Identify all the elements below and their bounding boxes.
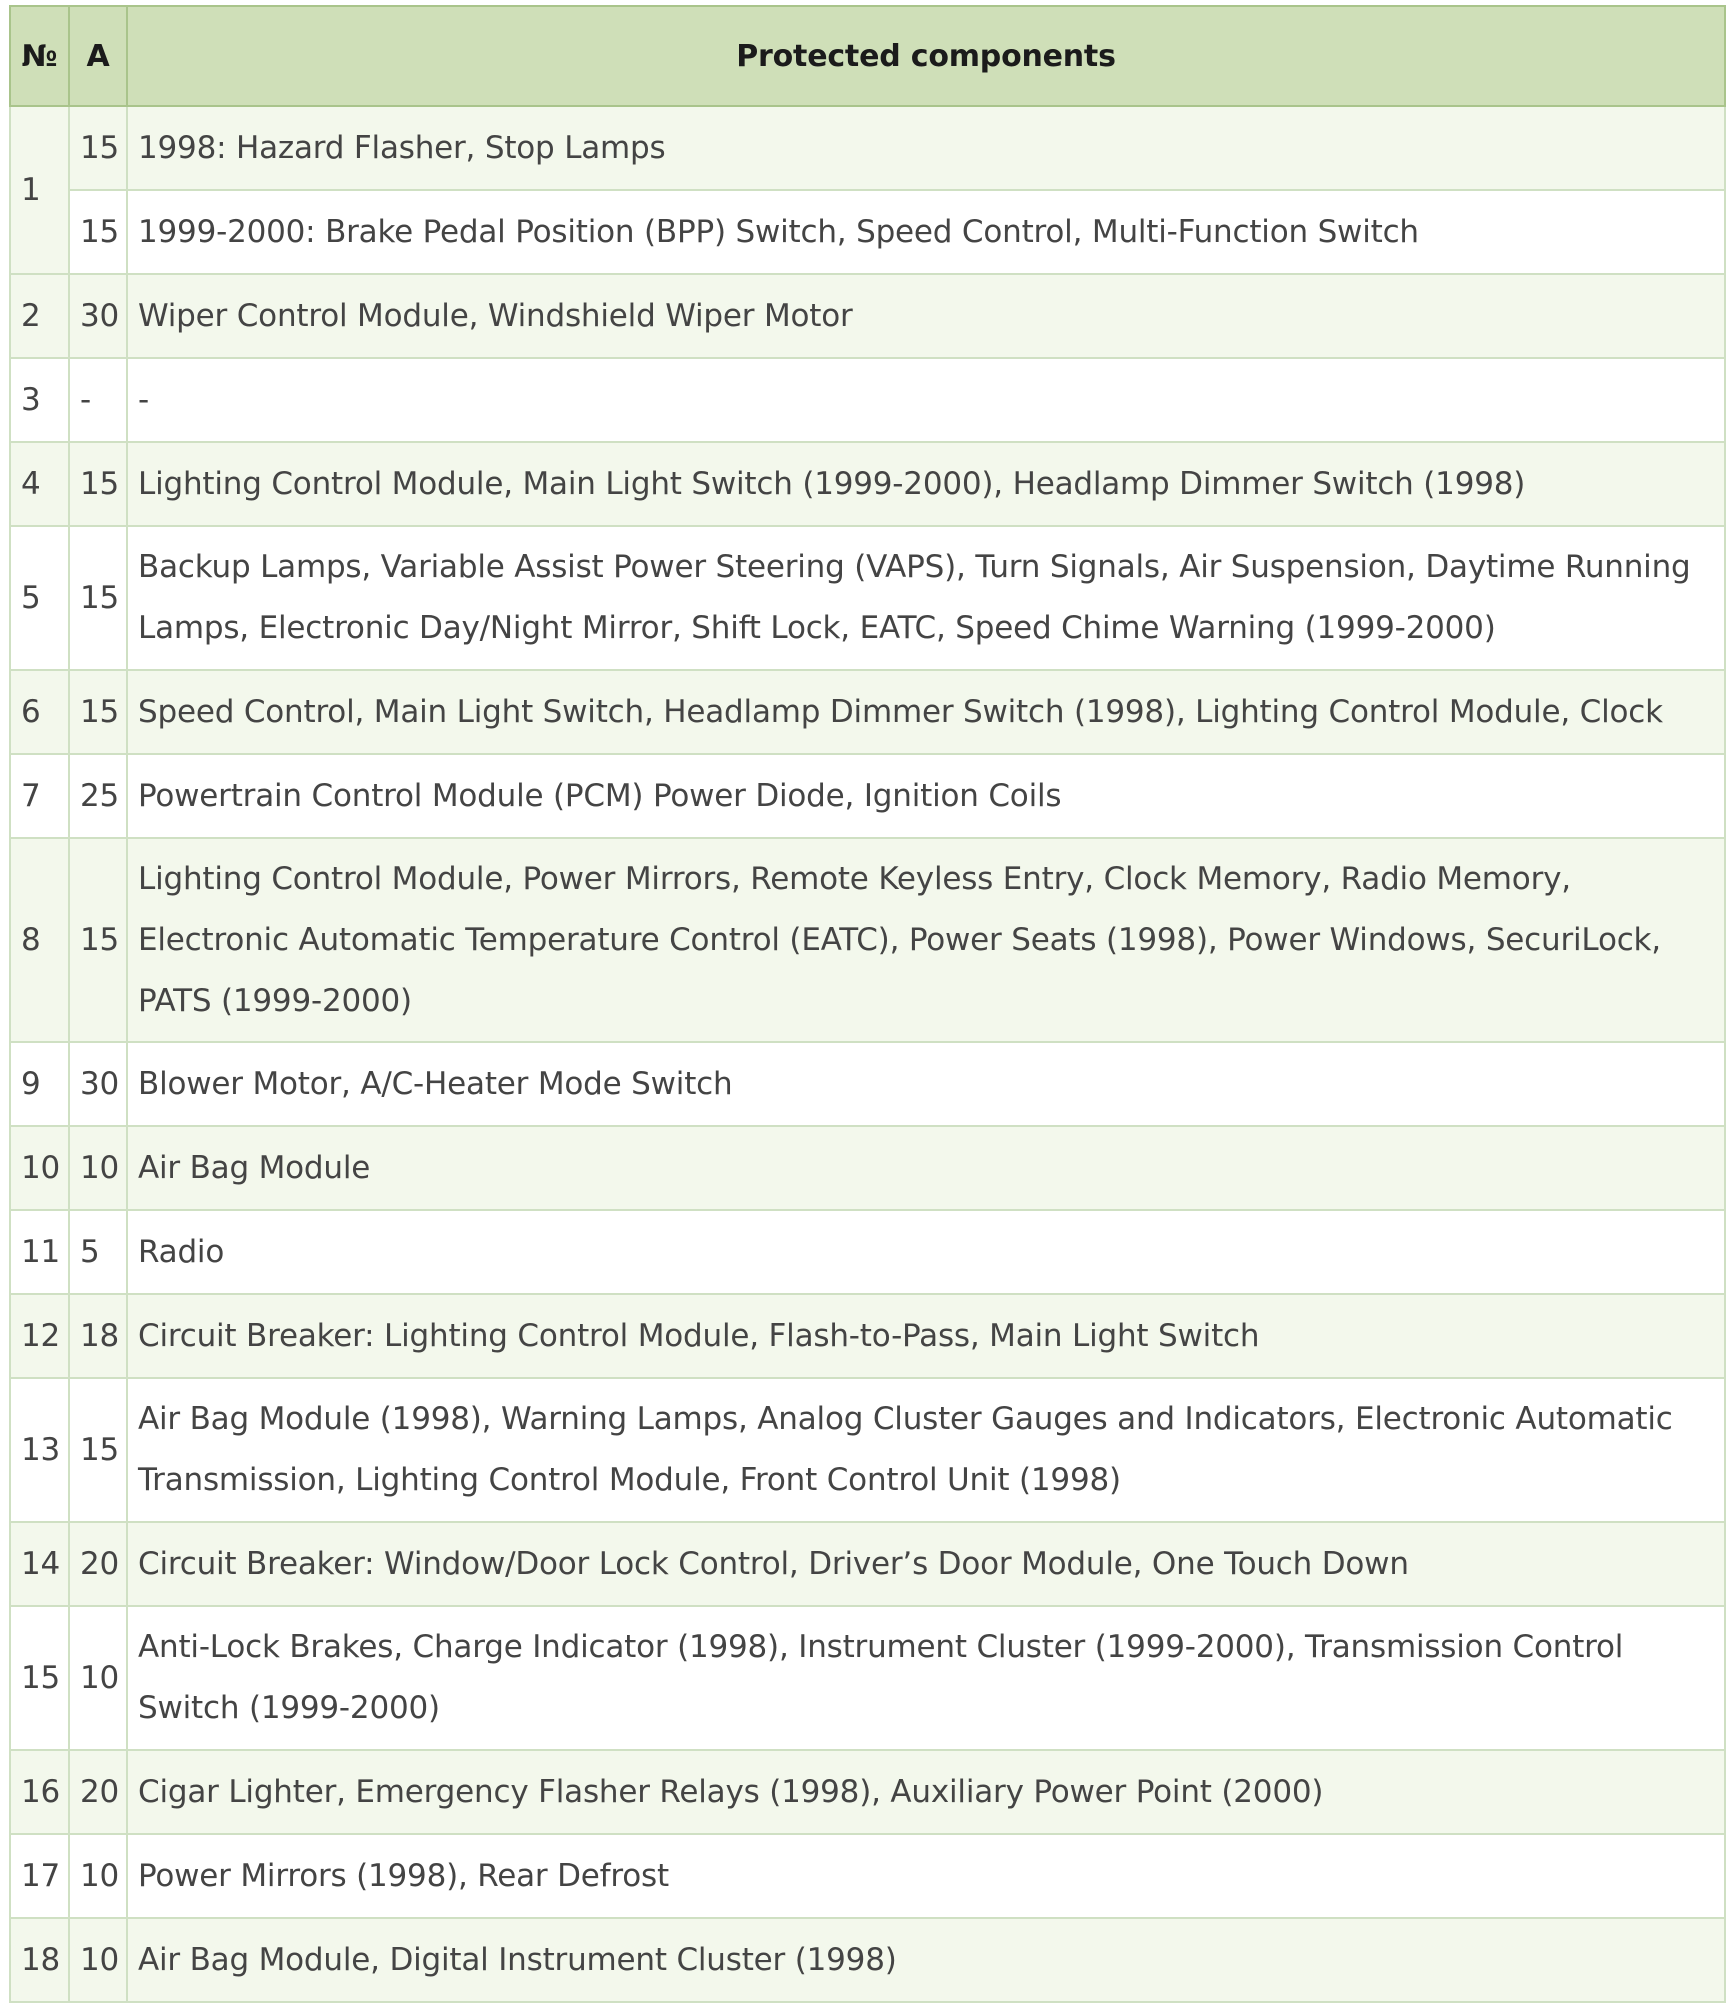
cell-number: 12 bbox=[10, 1294, 69, 1378]
cell-components: Radio bbox=[127, 1210, 1725, 1294]
table-row bbox=[10, 442, 1725, 526]
table-row bbox=[10, 1918, 1725, 2002]
cell-amperage: 10 bbox=[69, 1606, 127, 1750]
cell-amperage: 25 bbox=[69, 754, 127, 838]
cell-components: Cigar Lighter, Emergency Flasher Relays (1998), Auxiliary Power Point (2000) bbox=[127, 1750, 1725, 1834]
header-number: № bbox=[10, 6, 69, 106]
cell-number: 17 bbox=[10, 1834, 69, 1918]
cell-components: 1998: Hazard Flasher, Stop Lamps bbox=[127, 106, 1725, 190]
fuse-table-container bbox=[9, 5, 1726, 2003]
cell-number: 10 bbox=[10, 1126, 69, 1210]
cell-components: Powertrain Control Module (PCM) Power Diode, Ignition Coils bbox=[127, 754, 1725, 838]
cell-number: 3 bbox=[10, 358, 69, 442]
table-row bbox=[10, 670, 1725, 754]
cell-number: 6 bbox=[10, 670, 69, 754]
cell-components: Air Bag Module, Digital Instrument Cluster (1998) bbox=[127, 1918, 1725, 2002]
cell-components: Wiper Control Module, Windshield Wiper Motor bbox=[127, 274, 1725, 358]
table-row bbox=[10, 1522, 1725, 1606]
table-row bbox=[10, 1126, 1725, 1210]
cell-number: 9 bbox=[10, 1042, 69, 1126]
cell-amperage: 15 bbox=[69, 442, 127, 526]
cell-amperage: - bbox=[69, 358, 127, 442]
table-row bbox=[10, 190, 1725, 274]
cell-number: 16 bbox=[10, 1750, 69, 1834]
table-row bbox=[10, 1834, 1725, 1918]
table-row bbox=[10, 106, 1725, 190]
cell-number: 13 bbox=[10, 1378, 69, 1522]
table-row bbox=[10, 1750, 1725, 1834]
cell-components: Anti-Lock Brakes, Charge Indicator (1998), Instrument Cluster (1999-2000), Transmission Control Switch (1999-2000) bbox=[127, 1606, 1725, 1750]
table-row bbox=[10, 1042, 1725, 1126]
cell-components: Speed Control, Main Light Switch, Headlamp Dimmer Switch (1998), Lighting Control Module, Clock bbox=[127, 670, 1725, 754]
cell-amperage: 10 bbox=[69, 1834, 127, 1918]
cell-amperage: 15 bbox=[69, 526, 127, 670]
cell-components: Circuit Breaker: Lighting Control Module, Flash-to-Pass, Main Light Switch bbox=[127, 1294, 1725, 1378]
cell-components: Power Mirrors (1998), Rear Defrost bbox=[127, 1834, 1725, 1918]
cell-amperage: 15 bbox=[69, 1378, 127, 1522]
cell-components: Air Bag Module bbox=[127, 1126, 1725, 1210]
cell-amperage: 15 bbox=[69, 670, 127, 754]
table-header-row bbox=[10, 6, 1725, 106]
cell-components: Circuit Breaker: Window/Door Lock Control, Driver’s Door Module, One Touch Down bbox=[127, 1522, 1725, 1606]
cell-number: 7 bbox=[10, 754, 69, 838]
cell-components: Blower Motor, A/C-Heater Mode Switch bbox=[127, 1042, 1725, 1126]
cell-components: Lighting Control Module, Main Light Switch (1999-2000), Headlamp Dimmer Switch (1998) bbox=[127, 442, 1725, 526]
cell-amperage: 15 bbox=[69, 190, 127, 274]
table-row bbox=[10, 754, 1725, 838]
cell-amperage: 5 bbox=[69, 1210, 127, 1294]
table-row bbox=[10, 838, 1725, 1042]
cell-number: 15 bbox=[10, 1606, 69, 1750]
table-row bbox=[10, 1606, 1725, 1750]
cell-amperage: 30 bbox=[69, 1042, 127, 1126]
cell-amperage: 10 bbox=[69, 1126, 127, 1210]
cell-components: Lighting Control Module, Power Mirrors, Remote Keyless Entry, Clock Memory, Radio Memory, Electronic Automatic Temperature Control (EATC), Power Seats (1998), Power Windows, SecuriLock, PATS (1999-2000) bbox=[127, 838, 1725, 1042]
table-row bbox=[10, 274, 1725, 358]
cell-amperage: 20 bbox=[69, 1522, 127, 1606]
table-row bbox=[10, 526, 1725, 670]
cell-components: Air Bag Module (1998), Warning Lamps, Analog Cluster Gauges and Indicators, Electronic Automatic Transmission, Lighting Control Module, Front Control Unit (1998) bbox=[127, 1378, 1725, 1522]
cell-number: 1 bbox=[10, 106, 69, 274]
cell-number: 18 bbox=[10, 1918, 69, 2002]
table-row bbox=[10, 358, 1725, 442]
cell-number: 14 bbox=[10, 1522, 69, 1606]
cell-number: 2 bbox=[10, 274, 69, 358]
cell-number: 8 bbox=[10, 838, 69, 1042]
table-row bbox=[10, 1294, 1725, 1378]
cell-number: 5 bbox=[10, 526, 69, 670]
cell-amperage: 18 bbox=[69, 1294, 127, 1378]
table-row bbox=[10, 1210, 1725, 1294]
header-protected-components: Protected components bbox=[127, 6, 1725, 106]
cell-number: 4 bbox=[10, 442, 69, 526]
cell-amperage: 15 bbox=[69, 838, 127, 1042]
cell-number: 11 bbox=[10, 1210, 69, 1294]
cell-components: - bbox=[127, 358, 1725, 442]
header-amperage: A bbox=[69, 6, 127, 106]
table-row bbox=[10, 1378, 1725, 1522]
cell-components: Backup Lamps, Variable Assist Power Steering (VAPS), Turn Signals, Air Suspension, Daytime Running Lamps, Electronic Day/Night Mirror, Shift Lock, EATC, Speed Chime Warning (1999-2000) bbox=[127, 526, 1725, 670]
cell-components: 1999-2000: Brake Pedal Position (BPP) Switch, Speed Control, Multi-Function Switch bbox=[127, 190, 1725, 274]
cell-amperage: 10 bbox=[69, 1918, 127, 2002]
cell-amperage: 20 bbox=[69, 1750, 127, 1834]
fuse-table bbox=[9, 5, 1726, 2003]
cell-amperage: 15 bbox=[69, 106, 127, 190]
cell-amperage: 30 bbox=[69, 274, 127, 358]
